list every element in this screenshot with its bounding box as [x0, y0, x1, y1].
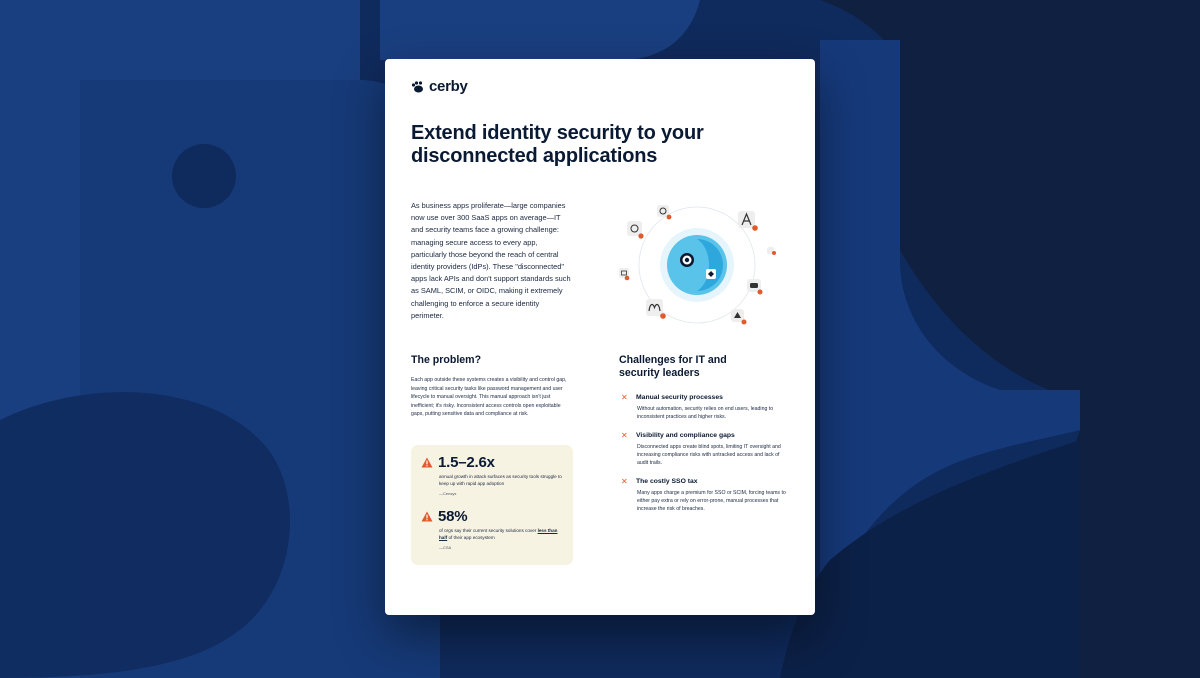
challenge-item — [621, 431, 781, 467]
cerby-paw-icon — [411, 81, 425, 93]
challenge-title: The costly SSO tax — [636, 478, 698, 485]
problem-paragraph: Each app outside these systems creates a visibility and control gap, leaving critical security tasks like password management and user lifecycle to manual oversight. This manual approach isn't just inefficient; it's risky. Inconsistent access controls open exploitable gaps, putting sensitive data and compliance at risk. — [411, 377, 567, 418]
vercel-icon — [731, 309, 747, 325]
warning-triangle-icon — [421, 511, 433, 522]
stat-description: annual growth in attack surfaces as security tools struggle to keep up with rapid app adoption — [439, 474, 562, 486]
stats-box — [411, 445, 573, 565]
challenge-item — [621, 393, 781, 421]
pinterest-icon — [627, 221, 644, 239]
datasheet-page — [385, 59, 815, 615]
challenge-item — [621, 477, 786, 513]
adobe-icon — [738, 211, 758, 231]
stat-description: of orgs say their current security solutions cover less than half of their app ecosystem — [439, 528, 558, 540]
challenge-title: Visibility and compliance gaps — [636, 432, 735, 439]
document-title: Extend identity security to your disconnected applications — [411, 122, 704, 167]
cerby-hub-icon — [680, 253, 694, 267]
settings-icon — [767, 247, 776, 255]
challenge-body: Disconnected apps create blind spots, limiting IT oversight and increasing compliance risks with untracked access and lack of audit trails. — [637, 444, 781, 466]
stat-value: 58% — [438, 508, 468, 525]
stat-source: —CSA — [439, 545, 452, 550]
x-mark-icon: ✕ — [621, 477, 628, 486]
brand-name: cerby — [429, 78, 468, 95]
stat-source: —Censys — [439, 491, 457, 496]
stat-emphasis: less than half — [439, 528, 558, 540]
lock-badge-icon — [706, 269, 716, 279]
brand-logo[interactable] — [411, 78, 468, 95]
stat-growth — [421, 454, 566, 496]
challenge-body: Without automation, security relies on end users, leading to inconsistent practices and higher risks. — [637, 406, 774, 420]
youtube-icon — [747, 279, 763, 295]
x-mark-icon: ✕ — [621, 393, 628, 402]
challenges-heading: Challenges for IT and security leaders — [619, 354, 727, 379]
problem-heading: The problem? — [411, 354, 482, 366]
challenge-title: Manual security processes — [636, 394, 723, 401]
stat-value: 1.5–2.6x — [438, 454, 495, 471]
x-mark-icon: ✕ — [621, 431, 628, 440]
warning-triangle-icon — [421, 457, 433, 468]
challenge-body: Many apps charge a premium for SSO or SCIM, forcing teams to either pay extra or rely on error-prone, manual processes that increase the risk of breaches. — [637, 490, 786, 512]
intro-paragraph: As business apps proliferate—large companies now use over 300 SaaS apps on average—IT and security teams face a growing challenge: managing secure access to every app, particularly those beyond the reach of central identity providers (IdPs). These "disconnected" apps lack APIs and don't support standards such as SAML, SCIM, or OIDC, making it extremely challenging to enforce a secure identity perimeter. — [411, 201, 571, 320]
app-hub-illustration — [613, 201, 781, 329]
meta-icon — [646, 299, 666, 319]
stat-coverage — [421, 508, 566, 550]
generic-app-icon — [619, 268, 629, 280]
